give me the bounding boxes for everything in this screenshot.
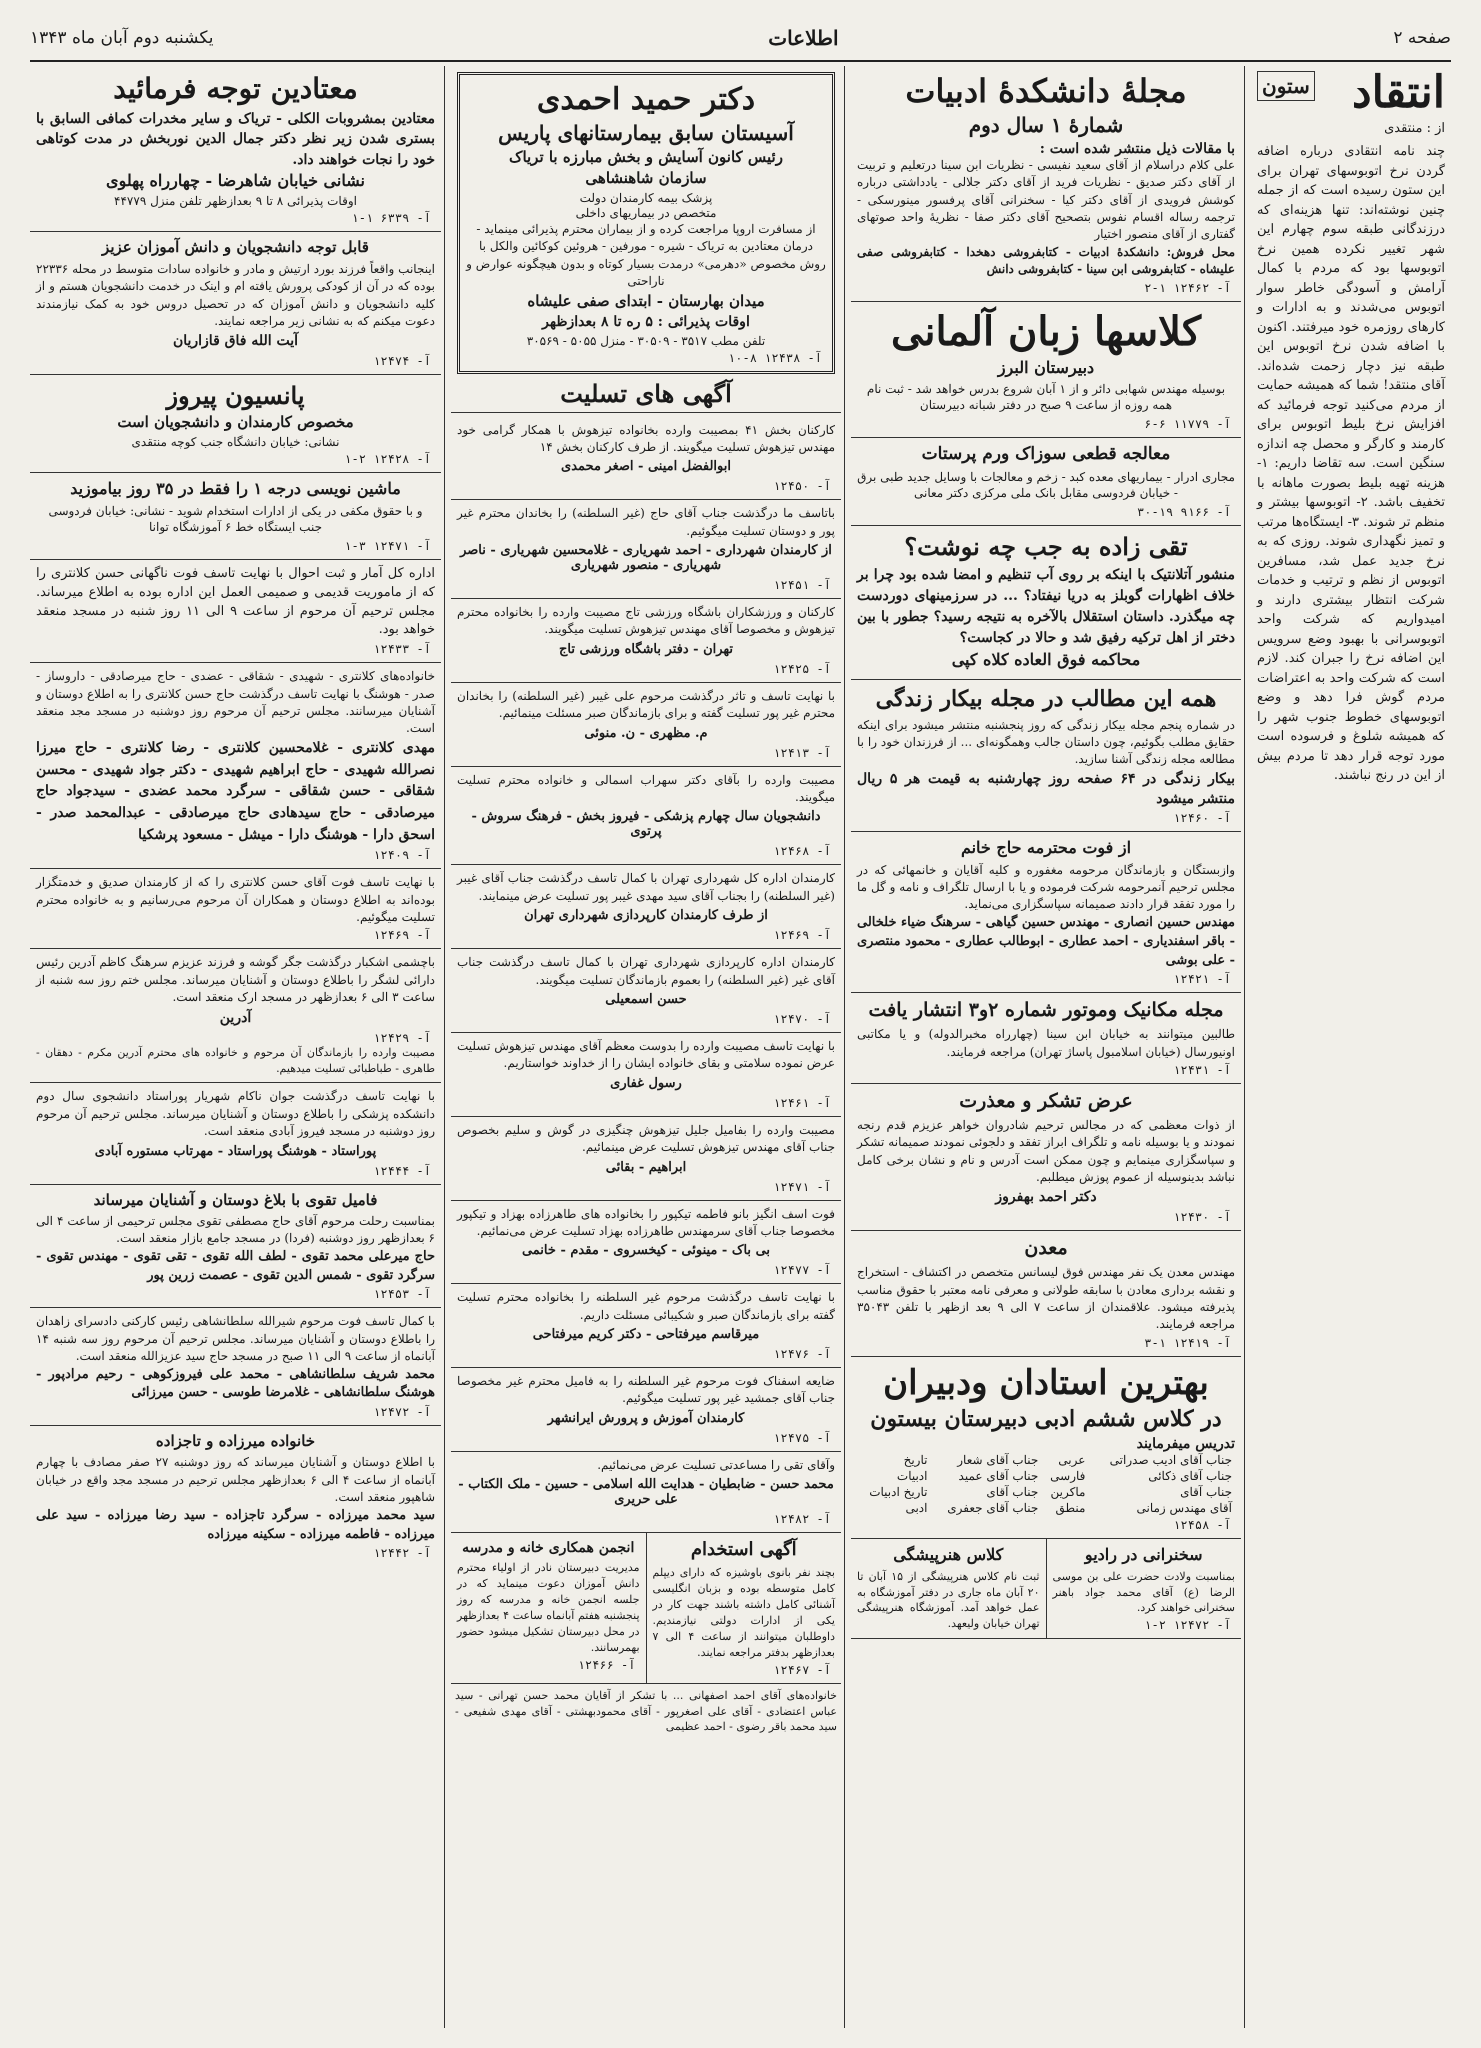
condolence-item (451, 417, 841, 501)
condolence-names: از کارمندان شهرداری - احمد شهریاری - غلامحسین شهریاری - ناصر شهریاری - منصور شهریاری (460, 543, 832, 574)
ad-art-class (851, 1539, 1046, 1639)
thanks-title: از فوت محترمه حاج خانم (960, 838, 1132, 858)
condolences-title: آگهی های تسلیت (451, 380, 841, 413)
ad-employment (646, 1533, 842, 1683)
ad-pension (30, 375, 441, 473)
doctor-address: میدان بهارستان - ابتدای صفی علیشاه (527, 291, 765, 310)
mechanic-title: مجله مکانیک وموتور شماره ۲و۳ انتشار یافت (868, 999, 1224, 1022)
apology-body: از ذوات معظمی که در مجالس ترحیم شادروان خواهر عزیزم قدم رنجه نمودند و یا بوسیله نامه و تلگراف ابراز تفقد و دلجوئی نمودند صمیمانه تشکر و سپاسگزاری مینمایم و چون ممکن است آدرس و نام و نشان برخی کامل نباشد بدینوسیله از عموم پوزش میطلبم. (857, 1117, 1235, 1184)
pension-address: نشانی: خیابان دانشگاه جنب کوچه منتقدی (131, 435, 340, 450)
doctor-line3: سازمان شاهنشاهی (585, 168, 707, 187)
column-rule (844, 66, 845, 2028)
families-names: مهدی کلانتری - غلامحسین کلانتری - رضا کلانتری - حاج میرزا نصرالله شهیدی - حاج ابراهیم شهیدی - دکتر جواد شهیدی - محسن شقاقی - حسن شقاقی - سرگرد محمد عضدی - سیدجواد حاج میرصادقی - حاج سیدهادی حاج میرصادقی - عبدالمحمد صدر - اسحق دارا - هوشنگ دارا - میشل - مسعود پرشکیا (36, 739, 435, 843)
column-rule (444, 66, 445, 2028)
page-number: صفحه ۲ (1393, 28, 1451, 48)
ad-code: آ- ۱۲۴۲۱ (1173, 972, 1231, 987)
condolence-text: ضایعه اسفناک فوت مرحوم غیر السلطنه را به فامیل محترم غیر مخصوصا جناب آقای جمشید غیر پور تسلیت میگوئیم. (457, 1374, 835, 1406)
thanks-names: مهندس حسین انصاری - مهندس حسین گیاهی - سرهنگ ضیاء خلخالی - باقر اسفندیاری - احمد عطاری - ابوطالب عطاری - محمود منتصری - علی بوشی (857, 914, 1235, 968)
ad-code: آ- ۱۲۴۳۸ ۸-۱۰ (728, 350, 822, 365)
teachers-cell: جناب آقای (1180, 1485, 1232, 1500)
ad-code: آ- ۱۲۴۷۲ (373, 1405, 431, 1420)
ad-code: آ- ۱۲۴۶۹ (373, 928, 431, 943)
condolence-item (451, 683, 841, 767)
ad-code: آ- ۱۲۴۷۱ (773, 1179, 831, 1194)
school-title: انجمن همکاری خانه و مدرسه (462, 1540, 635, 1557)
condolence-names: رسول غفاری (610, 1075, 682, 1091)
doctor-phones: تلفن مطب ۳۵۱۷ - ۳۰۵۰۹ - منزل ۵۰۵۵ - ۳۰۵۶۹ (526, 333, 766, 348)
ad-row-bottom (451, 1533, 841, 1683)
ad-code: آ- ۱۲۴۷۷ (773, 1263, 831, 1278)
ad-code: آ- ۱۲۴۲۵ (773, 661, 831, 676)
condolence-text: وآقای تقی را مساعدتی تسلیت عرض می‌نمائیم. (597, 1457, 835, 1472)
doctor-name: دکتر حمید احمدی (536, 82, 756, 117)
ad-best-teachers (851, 1357, 1241, 1539)
condolence-text: مصیبت وارده را بفامیل جلیل تیزهوش چنگیزی در گوش و سلیم بخصوص جناب آقای مهندس تیزهوش تسلیت عرض مینمائیم. (457, 1122, 835, 1155)
ad-radio (1046, 1539, 1242, 1639)
ad-students (30, 232, 441, 375)
condolence-names: حسن اسمعیلی (605, 991, 687, 1007)
column-critique (1251, 66, 1451, 2028)
narcotics-address: نشانی خیابان شاهرضا - چهارراه پهلوی (106, 171, 365, 191)
mine-title: معدن (1024, 1237, 1068, 1260)
ad-code: آ- ۱۲۴۶۲ ۱-۲ (1144, 280, 1231, 295)
taghizadeh-title: تقی زاده به جب چه نوشت؟ (904, 532, 1188, 562)
art-title: کلاس هنرپیشگی (893, 1545, 1004, 1565)
student-death-names: پوراستاد - هوشنگ پوراستاد - مهرتاب مستوره آبادی (94, 1143, 377, 1159)
ad-code: آ- ۱۲۴۶۹ (773, 928, 831, 943)
condolence-item (451, 599, 841, 683)
ad-stats (30, 560, 441, 663)
critique-column-label: ستون (1257, 71, 1315, 101)
ad-code: آ- ۱۲۴۲۸ ۲-۱ (344, 452, 431, 467)
ad-code: آ- ۱۲۴۷۱ ۳-۱ (344, 538, 431, 553)
zendegi-title: همه این مطالب در مجله بیکار زندگی (875, 686, 1217, 713)
mourning-names: آدرین (219, 1009, 252, 1026)
art-body: ثبت نام کلاس هنرپیشگی از ۱۵ آبان تا ۲۰ آبان ماه جاری در دفتر آموزشگاه به عمل خواهد آمد. آموزشگاه هنرپیشگی تهران خیابان ولیعهد. (857, 1569, 1040, 1631)
clinic-body: مجاری ادرار - بیماریهای معده کبد - زخم و معالجات با وسایل جدید طبی برق - خیابان فردوسی مقابل بانک ملی مرکزی دکتر معانی (857, 469, 1235, 501)
journal-sales: محل فروش: دانشکدهٔ ادبیات - کتابفروشی دهخدا - کتابفروشی صفی علیشاه - کتابفروشی ابن سینا - کتابفروشی دانش (857, 244, 1235, 277)
condolence-text: کارمندان اداره کل شهرداری تهران با کمال تاسف درگذشت جناب آقای غیبر (غیر السلطنه) را بجناب آقای سید مهدی غیبر پور تسلیت عرض مینمایند. (457, 871, 835, 903)
column-condolences (451, 66, 841, 2028)
pension-body: مخصوص کارمندان و دانشجویان است (117, 412, 354, 431)
ad-taghavi (30, 1185, 441, 1309)
condolence-item (451, 1201, 841, 1285)
ad-school-assoc (451, 1533, 646, 1683)
condolence-names: از طرف کارمندان کارپردازی شهرداری تهران (524, 908, 768, 924)
condolence-list (451, 417, 841, 1534)
stats-body: اداره کل آمار و ثبت احوال با نهایت تاسف فوت ناگهانی حسن کلانتری را که از ماموریت قدیمی و صمیمی العمل این اداره بوده به اطلاع میرساند. مجلس ترحیم آن مرحوم از ساعت ۹ الی ۱۱ روز شنبه در مسجد منعقد خواهد بود. (36, 565, 436, 638)
critique-body: چند نامه انتقادی درباره اضافه گردن نرخ اتوبوسهای تهران برای این ستون رسیده است که از جمله چنین نوشته‌اند: تنها هزینه‌ای که درزندگانی طبقه سوم چهارم این شهر تغییر نکرده همین نرخ اتوبوسها بود که مردم با کمال آرامش و آسودگی خاطر سوار اتوبوس می‌شدند و به ادارات و کارهای روزمره خود میرفتند. اکنون با اضافه شدن نرخ اتوبوس این طبقه نیز دچار زحمت شده‌اند. آقای منتقد! شما که همیشه حمایت از مردم می‌کنید توجه فرمائید که افزایش نرخ بلیط اتوبوس برای کارمند و کارگر و محصل چه اندازه سنگین است. سه تقاضا داریم: ۱- هزینه تهیه بلیط بصورت ماهانه با تخفیف باشد. ۲- اتوبوسها بیشتر و منظم تر شوند. ۳- ایستگاه‌ها مرتب و تمیز نگهداری شوند. روزی که به نرخ جدید عمل شد، مسافرین اتوبوس از نظم و ترتیب و خدمات شرکت انتظار بیشتری دارند و امیدواریم که شرکت واحد اتوبوسرانی با بهبود وضع سرویس این اضافه نرخ را جبران کند. لازم است که شرکت واحد به اعتراضات مردم گوش فرا دهد و وضع اتوبوسهای خطوط جنوب شهر را که همیشه شلوغ و فرسوده است مورد توجه قرار دهد تا مردم بیش از این در رنج نباشند. (1257, 144, 1445, 783)
teachers-title: بهترین استادان ودبیران (883, 1362, 1209, 1403)
journal-lead: با مقالات ذیل منتشر شده است : (1039, 140, 1235, 157)
teachers-row (857, 1484, 1235, 1500)
condolence-text: با نهایت تاسف مصیبت وارده را بدوست معظم آقای مهندس تیزهوش تسلیت عرض نموده سلامتی و بقای خانواده ایشان را از خداوند خواستاریم. (457, 1038, 835, 1071)
teachers-cell: جناب آقای عمید (958, 1469, 1039, 1484)
condolence-names: دانشجویان سال چهارم پزشکی - فیروز بخش - فرهنگ سروش - پرتوی (471, 809, 821, 840)
ad-thanks-behfrouz (851, 1084, 1241, 1231)
narcotics-title: معتادین توجه فرمائید (113, 72, 358, 105)
ad-code: آ- ۱۲۴۲۹ (373, 1030, 431, 1045)
teachers-cell: جناب آقای ادیب صدراتی (1109, 1453, 1232, 1468)
masthead: اطلاعات (768, 26, 839, 50)
condolence-names: محمد حسن - ضابطیان - هدایت الله اسلامی - حسین - ملک الکتاب - علی حریری (458, 1477, 834, 1508)
taghizadeh-body: منشور آتلانتیک با اینکه بر روی آب تنظیم و امضا شده بود چرا بر خلاف اظهارات گوبلز به دریا نیفتاد؟ ... در سرزمینهای دوردست چه میگذرد. داستان استقلال بالآخره به نتیجه رسید؟ جطور با بین دختر از اهل ترکیه رفیق شد و حالا در کجاست؟ (857, 566, 1235, 646)
student-death-body: با نهایت تاسف درگذشت جوان ناکام شهریار پوراستاد دانشجوی سال دوم دانشکده پزشکی را باطلاع دوستان و آشنایان میرساند. مجلس ترحیم آن مرحوم روز دوشنبه در مسجد فیروز آبادی منعقد است. (36, 1089, 435, 1139)
condolence-names: میرقاسم میرفتاحی - دکتر کریم میرفتاحی (532, 1327, 760, 1343)
soltanshahi-body: با کمال تاسف فوت مرحوم شیرالله سلطانشاهی رئیس کارکنی دادسرای زاهدان را باطلاع دوستان و آشنایان میرساند. مجلس ترحیم آن مرحوم روز سه شنبه ۱۴ آبانماه از ساعت ۹ الی ۱۱ صبح در مسجد حاج سید عزیزالله منعقد است. (36, 1314, 435, 1364)
ad-journal (851, 66, 1241, 302)
condolence-item (451, 1033, 841, 1117)
teachers-cell: جناب آقای جعفری (947, 1501, 1039, 1516)
ad-code: آ- ۱۲۴۶۸ (773, 844, 831, 859)
ad-code: آ- ۱۲۴۵۰ (773, 479, 831, 494)
mechanic-body: طالبین میتوانند به خیابان ابن سینا (چهارراه مخبرالدوله) و یا مکاتبی اونیورسال (خیابان اسلامبول پاساژ تهران) مراجعه فرمایند. (857, 1027, 1235, 1059)
teachers-cell: جناب آقای (986, 1485, 1039, 1500)
taghavi-body: بمناسبت رحلت مرحوم آقای حاج مصطفی تقوی مجلس ترحیمی از ساعت ۴ الی ۶ بعدازظهر روز دوشنبه (فردا) در مسجد جامع بازار منعقد است. (36, 1213, 435, 1246)
german-subtitle: دبیرستان البرز (997, 357, 1095, 377)
ad-code: آ- ۱۲۴۷۰ (773, 1011, 831, 1026)
apology-title: عرض تشکر و معذرت (959, 1089, 1133, 1112)
condolence-item (451, 1452, 841, 1533)
ad-code: آ- ۱۲۴۳۰ (1173, 1210, 1231, 1225)
condolence-names: ابراهیم - بقائی (605, 1159, 687, 1175)
ad-code: آ- ۱۲۴۶۱ (773, 1095, 831, 1110)
narcotics-hours: اوقات پذیرائی ۸ تا ۹ بعدازظهر تلفن منزل ۴۴۷۷۹ (114, 194, 357, 209)
ad-code: آ- ۱۲۴۶۰ (1173, 811, 1231, 826)
zendegi-highlight: بیکار زندگی در ۶۴ صفحه روز چهارشنبه به قیمت هر ۵ ریال منتشر میشود (857, 770, 1236, 807)
teachers-row (857, 1500, 1235, 1516)
ad-code: آ- ۱۲۴۶۷ (773, 1662, 831, 1677)
condolence-text: کارکنان بخش ۴۱ بمصیبت وارده بخانواده تیزهوش با همکار گرامی خود مهندس تیزهوش تسلیت میگویند. از طرف کارکنان بخش ۱۴ (457, 422, 835, 454)
ad-code: آ- ۱۲۴۴۲ (373, 1546, 431, 1561)
condolence-text: فوت اسف انگیز بانو فاطمه تیکپور را بخانواده های طاهرزاده بهزاد و تیکپور مخصوصا جناب آقای سرمهندس طاهرزاده بهزاد تسلیت عرض می‌نمائیم. (457, 1206, 835, 1238)
teachers-cell: منطق (1055, 1501, 1086, 1516)
ad-mine (851, 1231, 1241, 1356)
column-rule (1244, 66, 1245, 2028)
ad-code: آ- ۱۲۴۴۴ (373, 1163, 431, 1178)
condolence-item (451, 500, 841, 599)
radio-body: بمناسبت ولادت حضرت علی بن موسی الرضا (ع) آقای محمد جواد باهنر سخنرانی خواهند کرد. (1052, 1569, 1235, 1615)
mirzadeh-title: خانواده میرزاده و تاجزاده (155, 1432, 316, 1451)
ad-code: آ- ۶۳۳۹ ۱-۱ (351, 211, 431, 226)
doctor-line2: رئیس کانون آسایش و بخش مبارزه با تریاک (509, 147, 783, 166)
ad-code: آ- ۱۲۴۳۳ (373, 642, 431, 657)
thanks-body: وازبستگان و بازماندگان مرحومه مغفوره و کلیه آقایان و خانمهائی که در مجلس ترحیم آنمرحومه شرکت فرموده و یا با ارسال تلگراف و نامه و گل ما را مورد تفقد قرار دادند صمیمانه سپاسگزاری می‌نماید. (857, 862, 1235, 912)
teachers-cell: جناب آقای ذکائی (1148, 1469, 1232, 1484)
ad-code: آ- ۱۲۴۱۳ (773, 745, 831, 760)
teachers-cell: تاریخ (903, 1453, 928, 1468)
column-ads-left (30, 66, 441, 2028)
condolence-names: بی باک - مینوئی - کیخسروی - مقدم - خانمی (521, 1243, 771, 1259)
condolence-text: کارمندان اداره کارپردازی شهرداری تهران با کمال تاسف درگذشت جناب آقای غیر (غیر السلطنه) را بعموم بازماندگان تسلیت میگویند. (457, 955, 835, 987)
ad-student-death (30, 1083, 441, 1184)
ad-code: آ- ۱۲۴۵۸ (1173, 1518, 1231, 1533)
students-title: قابل توجه دانشجویان و دانش آموزان عزیز (102, 238, 369, 257)
ad-kalantari (30, 869, 441, 949)
mirzadeh-body: با اطلاع دوستان و آشنایان میرساند که روز دوشنبه ۲۷ صفر مصادف با چهارم آبانماه از ساعت ۴ الی ۶ بعدازظهر مجلس ترحیم در مسجد مجد واقع در خیابان شاهپور منعقد است. (36, 1455, 435, 1505)
teachers-row (857, 1468, 1235, 1484)
condolence-item (451, 949, 841, 1033)
teachers-cell: ادبیات (896, 1469, 928, 1484)
mourning-body: باچشمی اشکبار درگذشت جگر گوشه و فرزند عزیزم سرهنگ کاظم آدرین رئیس دارائی لشگر را باطلاع دوستان و آشنایان میرساند. مجلس ختم روز سه شنبه از ساعت ۳ الی ۶ بعدازظهر در مسجد ارک منعقد است. (36, 955, 435, 1005)
german-body: بوسیله مهندس شهابی دائر و از ۱ آبان شروع بدرس خواهد شد - ثبت نام همه روزه از ساعت ۹ صبح در دفتر شبانه دبیرستان (866, 381, 1226, 413)
ad-mourning (30, 949, 441, 1083)
teachers-cell: تاریخ ادبیات (869, 1485, 928, 1500)
teachers-row (857, 1452, 1235, 1468)
school-body: مدیریت دبیرستان نادر از اولیاء محترم دانش آموزان دعوت مینماید که در جلسه انجمن خانه و مدرسه که روز پنجشنبه هفتم آبانماه ساعت ۴ بعدازظهر در محل دبیرستان تشکیل میشود حضور بهمرسانند. (457, 1561, 640, 1655)
taghavi-names: حاج میرعلی محمد تقوی - لطف الله تقوی - تقی تقوی - مهندس تقوی - سرگرد تقوی - شمس الدین تقوی - عصمت زرین پور (36, 1248, 435, 1283)
condolence-item (451, 1117, 841, 1201)
doctor-line1: آسیستان سابق بیمارستانهای پاریس (498, 120, 794, 145)
taghizadeh-footer: محاکمه فوق العاده کلاه کپی (951, 649, 1141, 669)
condolence-item (451, 767, 841, 866)
doctor-line4: پزشک بیمه کارمندان دولت (579, 191, 713, 205)
teachers-cell: فارسی (1050, 1469, 1086, 1484)
students-body: اینجانب واقعاً فرزند بورد ارتیش و مادر و خانواده سادات متوسط در محله ۲۲۳۳۶ بوده که در آن از کودکی پرورش یافته ام و اینک در خدمت دانشجویان هستم و از کلیه دانشجویان و دانش آموزان که در تحصیل دروس خود به کمک نیازمندند دعوت میکنم که به نشانی زیر مراجعه نمایند. (36, 261, 435, 328)
ad-typewriter (30, 473, 441, 560)
teachers-cell: عربی (1058, 1453, 1086, 1468)
ad-code: آ- ۱۲۴۵۱ (773, 578, 831, 593)
teachers-cell: جناب آقای شعار (957, 1453, 1039, 1468)
ad-code: آ- ۱۲۴۷۵ (773, 1430, 831, 1445)
students-signature: آیت الله فاق قازاریان (172, 333, 299, 350)
pension-title: پانسیون پیروز (166, 381, 305, 411)
critique-author: از : منتقدی (1384, 121, 1445, 136)
condolence-item (451, 865, 841, 949)
mine-body: مهندس معدن یک نفر مهندس فوق لیسانس متخصص در اکتشاف - استخراج و نقشه برداری معادن با سابقه طولانی و معرفی نامه معتبر با حقوق مناسب پذیرفته میشود. علاقمندان از ساعت ۷ الی ۹ بعد ازظهر با تلفن ۳۵۰۴۳ مراجعه فرمایند. (857, 1265, 1235, 1332)
doctor-hours: اوقات پذیرائی : ۵ ره تا ۸ بعدازظهر (542, 313, 750, 330)
journal-title: مجلهٔ دانشکدهٔ ادبیات (905, 72, 1187, 110)
ad-taghizadeh (851, 526, 1241, 680)
teachers-subtitle: در کلاس ششم ادبی دبیرستان بیستون (870, 1405, 1222, 1432)
doctor-body: از مسافرت اروپا مراجعت کرده و از بیماران محترم پذیرائی مینماید - درمان معتادین به تریاک - شیره - مورفین - هروئین کوکائین والکل با روش مخصوص «دهرمی» درمدت بسیار کوتاه و بدون هیچگونه عوارض و ناراحتی (466, 222, 826, 289)
ad-code: آ- ۹۱۶۶ ۱۹-۳۰ (1137, 505, 1231, 520)
ad-code: آ- ۱۲۴۷۴ (373, 354, 431, 369)
teachers-cell: آقای مهندس زمانی (1136, 1501, 1232, 1516)
ad-row-bottom (851, 1539, 1241, 1639)
ad-soltanshahi (30, 1308, 441, 1426)
ad-mechanic (851, 993, 1241, 1084)
critique-title: انتقاد (1351, 67, 1445, 118)
ad-german (851, 302, 1241, 439)
ad-code: آ- ۱۲۴۰۹ (373, 848, 431, 863)
condolence-names: تهران - دفتر باشگاه ورزشی تاج (558, 641, 734, 657)
ad-code: آ- ۱۲۴۵۳ (373, 1287, 431, 1302)
kalantari-body: با نهایت تاسف فوت آقای حسن کلانتری را که از کارمندان صدیق و خدمتگزار بوده‌اند به اطلاع دوستان و همکاران آن مرحوم می‌رسانیم و به خانواده محترم تسلیت میگوئیم. (36, 875, 435, 925)
teachers-table (857, 1452, 1235, 1516)
ad-clinic-treatment (851, 438, 1241, 526)
soltanshahi-names: محمد شریف سلطانشاهی - محمد علی فیروزکوهی - رحیم مرادپور - هوشنگ سلطانشاهی - غلامرضا طوسی - حسن میرزائی (36, 1366, 435, 1401)
families-body: خانواده‌های کلانتری - شهیدی - شقاقی - عضدی - حاج میرصادقی - داروساز - صدر - هوشنگ با نهایت تاسف درگذشت حاج حسن کلانتری را به اطلاع دوستان و آشنایان میرسانند. مجلس ترحیم آن مرحوم روز دوشنبه در مسجد مجد منعقد است. (36, 669, 436, 736)
issue-date: یکشنبه دوم آبان ماه ۱۳۴۳ (30, 28, 214, 48)
condolence-text: کارکنان و ورزشکاران باشگاه ورزشی تاج مصیبت وارده را بخانواده محترم تیزهوش و مخصوصا آقای مهندس تیزهوش تسلیت میگویند. (457, 605, 835, 637)
ad-code: آ- ۱۱۷۷۹ ۶-۶ (1144, 417, 1231, 432)
teachers-cell: ماکرین (1050, 1485, 1086, 1500)
ad-narcotics (30, 66, 441, 232)
mourning-note: مصیبت وارده را بازماندگان آن مرحوم و خانواده های محترم آدرین مکرم - دهقان - طاهری - طباطبائی تسلیت میدهیم. (36, 1045, 435, 1075)
condolence-text: با نهایت تاسف و تاثر درگذشت مرحوم علی غیبر (غیر السلطنه) را بخاندان محترم غیر پور تسلیت گفته و برای بازماندگان صبر مسئلت مینمائیم. (457, 688, 835, 721)
employment-title: آگهی استخدام (690, 1539, 797, 1561)
condolence-names: ابوالفضل امینی - اصغر محمدی (561, 459, 731, 475)
german-title: کلاسها زبان آلمانی (891, 307, 1201, 355)
journal-subtitle: شمارهٔ ۱ سال دوم (968, 112, 1124, 137)
ad-mirzadeh (30, 1426, 441, 1566)
clinic-title: معالجه قطعی سوزاک ورم پرستات (921, 444, 1171, 465)
ad-code: آ- ۱۲۴۱۹ ۱-۳ (1144, 1335, 1231, 1350)
narcotics-body: معتادین بمشروبات الکلی - تریاک و سایر مخدرات کمافی السابق با بستری شدن زیر نظر دکتر جمال الدین نوربخش در مدت کوتاهی خود را نجات خواهند داد. (36, 111, 435, 168)
teachers-cell: ادبی (905, 1501, 928, 1516)
condolence-item (451, 1284, 841, 1368)
teachers-teaching: تدریس میفرمایند (1136, 1436, 1235, 1453)
condolence-text: باتاسف ما درگذشت جناب آقای حاج (غیر السلطنه) را بخاندان محترم غیر پور و دوستان تسلیت میگوئیم. (457, 506, 835, 538)
condolence-names: کارمندان آموزش و پرورش ایرانشهر (547, 1410, 745, 1426)
ad-code: آ- ۱۲۴۳۱ (1173, 1062, 1231, 1077)
ad-doctor (457, 72, 835, 374)
typewriter-body: و با حقوق مکفی در یکی از ادارات استخدام شوید - نشانی: خیابان فردوسی جنب ایستگاه خط ۶ آموزشگاه توانا (48, 503, 423, 534)
condolence-text: مصیبت وارده را بآقای دکتر سهراب اسمالی و خانواده محترم تسلیت میگویند. (457, 772, 835, 805)
ad-magazine-zendegi (851, 680, 1241, 832)
doctor-line5: متخصص در بیماریهای داخلی (575, 206, 717, 220)
condolence-names: م. مظهری - ن. منوئی (584, 725, 708, 741)
journal-body: علی کلام دراسلام از آقای سعید نفیسی - نظریات ابن سینا درتعلیم و تربیت از آقای دکتر صدیق - نظریات فرید از آقای دکتر جلالی - یادداشتی درباره کوشش فرویدی از آقای دکتر کیا - سخنرانی آقای پرفسور مینورسکی - ترجمه رساله اقسام نفوس بتصحیح آقای دکتر صفا - نظریهٔ واحد صوتهای گفتاری از آقای منصور اختیار (857, 157, 1235, 242)
column-ads-right (851, 66, 1241, 2028)
zendegi-body: در شماره پنجم مجله بیکار زندگی که روز پنجشنبه منتشر میشود برای اینکه حقایق مطلب بگوئیم، چون داستان جالب وهمگونه‌ای ... از فرزندان خود را با مطالعه مجله زندگی آشنا سازید. (857, 717, 1235, 767)
taghavi-title: فامیل تقوی با بلاغ دوستان و آشنایان میرساند (93, 1190, 378, 1209)
employment-body: بچند نفر بانوی باوشیزه که دارای دیپلم کامل متوسطه بوده و بزبان انگلیسی آشنائی کامل داشته باشند جهت کار در یکی از ادارات دولتی نیازمندیم. داوطلبان میتوانند از ساعت ۴ الی ۷ بعدازظهر بدفتر مراجعه نمایند. (652, 1565, 835, 1659)
ad-code: آ- ۱۲۴۷۲ ۲-۱ (1144, 1618, 1231, 1633)
ad-condolence-thanks (851, 832, 1241, 993)
ad-code: آ- ۱۲۴۷۶ (773, 1347, 831, 1362)
mirzadeh-names: سید محمد میرزاده - سرگرد تاجزاده - سید رضا میرزاده - سید علی میرزاده - فاطمه میرزاده - سکینه میرزاده (36, 1507, 435, 1542)
condolence-text: با نهایت تاسف درگذشت مرحوم غیر السلطنه را بخانواده محترم تسلیت گفته برای بازماندگان صبر و شکیبائی مسئلت داریم. (457, 1290, 835, 1322)
condolence-item (451, 1368, 841, 1452)
ad-code: آ- ۱۲۴۶۶ (577, 1657, 636, 1672)
page-header (30, 16, 1451, 62)
ad-families (30, 663, 441, 869)
ad-code: آ- ۱۲۴۸۲ (773, 1512, 831, 1527)
apology-signature: دکتر احمد بهفروز (995, 1189, 1097, 1206)
radio-title: سخنرانی در رادیو (1084, 1545, 1203, 1565)
typewriter-title: ماشین نویسی درجه ۱ را فقط در ۳۵ روز بیاموزید (70, 479, 401, 499)
bottom-mid-note: خانواده‌های آقای احمد اصفهانی ... با تشکر از آقایان محمد حسن تهرانی - سید عباس اعتضادی - آقای علی اصغرپور - آقای محمودبهشتی - آقای مهدی شفیعی - سید محمد باقر رضوی - احمد عظیمی (455, 1688, 837, 1734)
